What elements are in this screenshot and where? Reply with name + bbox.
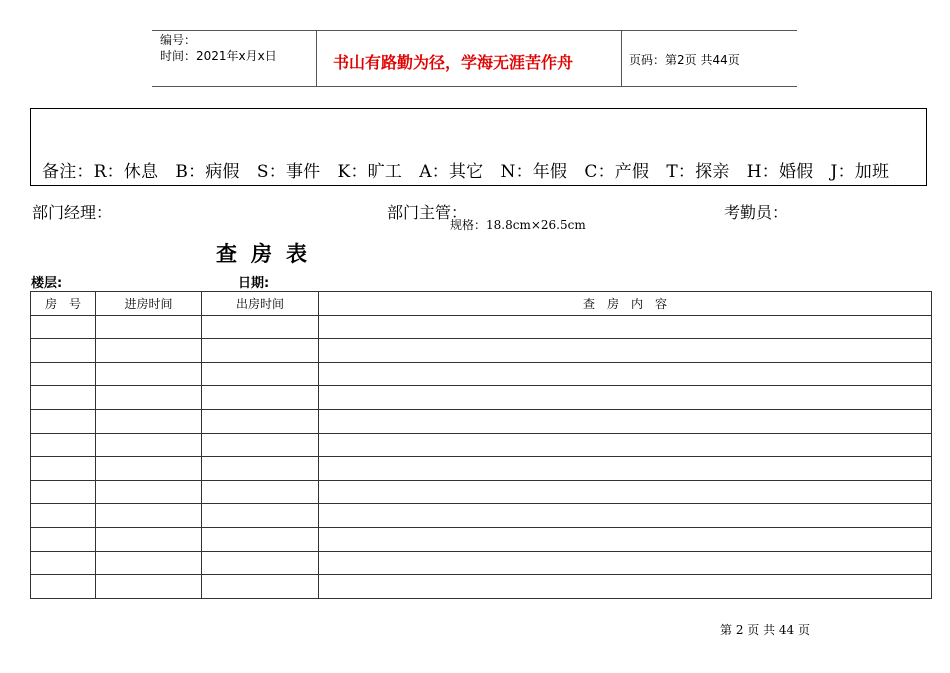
page-code: 页码：第2页 共44页 [629, 53, 740, 67]
content-cell[interactable] [319, 504, 932, 528]
table-row [31, 315, 932, 339]
table-row [31, 386, 932, 410]
floor-label: 楼层: [31, 276, 63, 291]
dept-manager-label: 部门经理： [32, 203, 113, 222]
table-row [31, 457, 932, 481]
room-cell[interactable] [31, 362, 96, 386]
room-cell[interactable] [31, 315, 96, 339]
entry-time-cell[interactable] [96, 527, 202, 551]
content-cell[interactable] [319, 315, 932, 339]
content-cell[interactable] [319, 527, 932, 551]
content-cell[interactable] [319, 433, 932, 457]
content-cell[interactable] [319, 575, 932, 599]
col-room-number: 房 号 [31, 292, 96, 316]
entry-time-cell[interactable] [96, 315, 202, 339]
exit-time-cell[interactable] [202, 504, 319, 528]
attendance-clerk-label: 考勤员： [724, 203, 789, 222]
content-cell[interactable] [319, 409, 932, 433]
room-cell[interactable] [31, 409, 96, 433]
table-row [31, 480, 932, 504]
exit-time-cell[interactable] [202, 315, 319, 339]
header-top-rule [152, 30, 797, 31]
room-cell[interactable] [31, 457, 96, 481]
exit-time-cell[interactable] [202, 386, 319, 410]
dept-supervisor-label: 部门主管： [387, 203, 468, 222]
col-entry-time: 进房时间 [96, 292, 202, 316]
exit-time-cell[interactable] [202, 409, 319, 433]
exit-time-cell[interactable] [202, 527, 319, 551]
room-cell[interactable] [31, 504, 96, 528]
content-cell[interactable] [319, 457, 932, 481]
content-cell[interactable] [319, 339, 932, 363]
entry-time-cell[interactable] [96, 339, 202, 363]
header-divider-right [621, 30, 622, 86]
table-row [31, 362, 932, 386]
table-header-row [31, 292, 932, 316]
header-bottom-rule [152, 86, 797, 87]
room-cell[interactable] [31, 433, 96, 457]
exit-time-cell[interactable] [202, 362, 319, 386]
table-row [31, 433, 932, 457]
exit-time-cell[interactable] [202, 575, 319, 599]
room-cell[interactable] [31, 386, 96, 410]
inspection-table [30, 291, 932, 599]
remarks-text: 备注：R：休息 B：病假 S：事件 K：旷工 A：其它 N：年假 C：产假 T：探亲 H：婚假 J：加班 [42, 162, 890, 182]
room-cell[interactable] [31, 551, 96, 575]
serial-label: 编号： [160, 33, 197, 47]
entry-time-cell[interactable] [96, 362, 202, 386]
date-label: 日期: [238, 276, 270, 291]
content-cell[interactable] [319, 551, 932, 575]
col-exit-time: 出房时间 [202, 292, 319, 316]
table-row [31, 551, 932, 575]
exit-time-cell[interactable] [202, 433, 319, 457]
exit-time-cell[interactable] [202, 551, 319, 575]
exit-time-cell[interactable] [202, 339, 319, 363]
table-row [31, 339, 932, 363]
entry-time-cell[interactable] [96, 457, 202, 481]
table-row [31, 527, 932, 551]
col-inspection-content: 查 房 内 容 [319, 292, 932, 316]
motto: 书山有路勤为径，学海无涯苦作舟 [333, 53, 574, 72]
page-footer: 第 2 页 共 44 页 [720, 623, 810, 637]
time-label: 时间：2021年x月x日 [160, 49, 277, 63]
entry-time-cell[interactable] [96, 409, 202, 433]
room-cell[interactable] [31, 480, 96, 504]
header-divider-left [316, 30, 317, 86]
entry-time-cell[interactable] [96, 386, 202, 410]
content-cell[interactable] [319, 386, 932, 410]
entry-time-cell[interactable] [96, 575, 202, 599]
table-body [31, 315, 932, 598]
exit-time-cell[interactable] [202, 480, 319, 504]
room-cell[interactable] [31, 527, 96, 551]
room-cell[interactable] [31, 339, 96, 363]
spec-note: 规格：18.8cm×26.5cm [450, 218, 586, 232]
entry-time-cell[interactable] [96, 504, 202, 528]
entry-time-cell[interactable] [96, 433, 202, 457]
table-row [31, 409, 932, 433]
entry-time-cell[interactable] [96, 551, 202, 575]
content-cell[interactable] [319, 362, 932, 386]
table-row [31, 575, 932, 599]
entry-time-cell[interactable] [96, 480, 202, 504]
table-row [31, 504, 932, 528]
form-title: 查房表 [216, 241, 321, 266]
room-cell[interactable] [31, 575, 96, 599]
exit-time-cell[interactable] [202, 457, 319, 481]
content-cell[interactable] [319, 480, 932, 504]
